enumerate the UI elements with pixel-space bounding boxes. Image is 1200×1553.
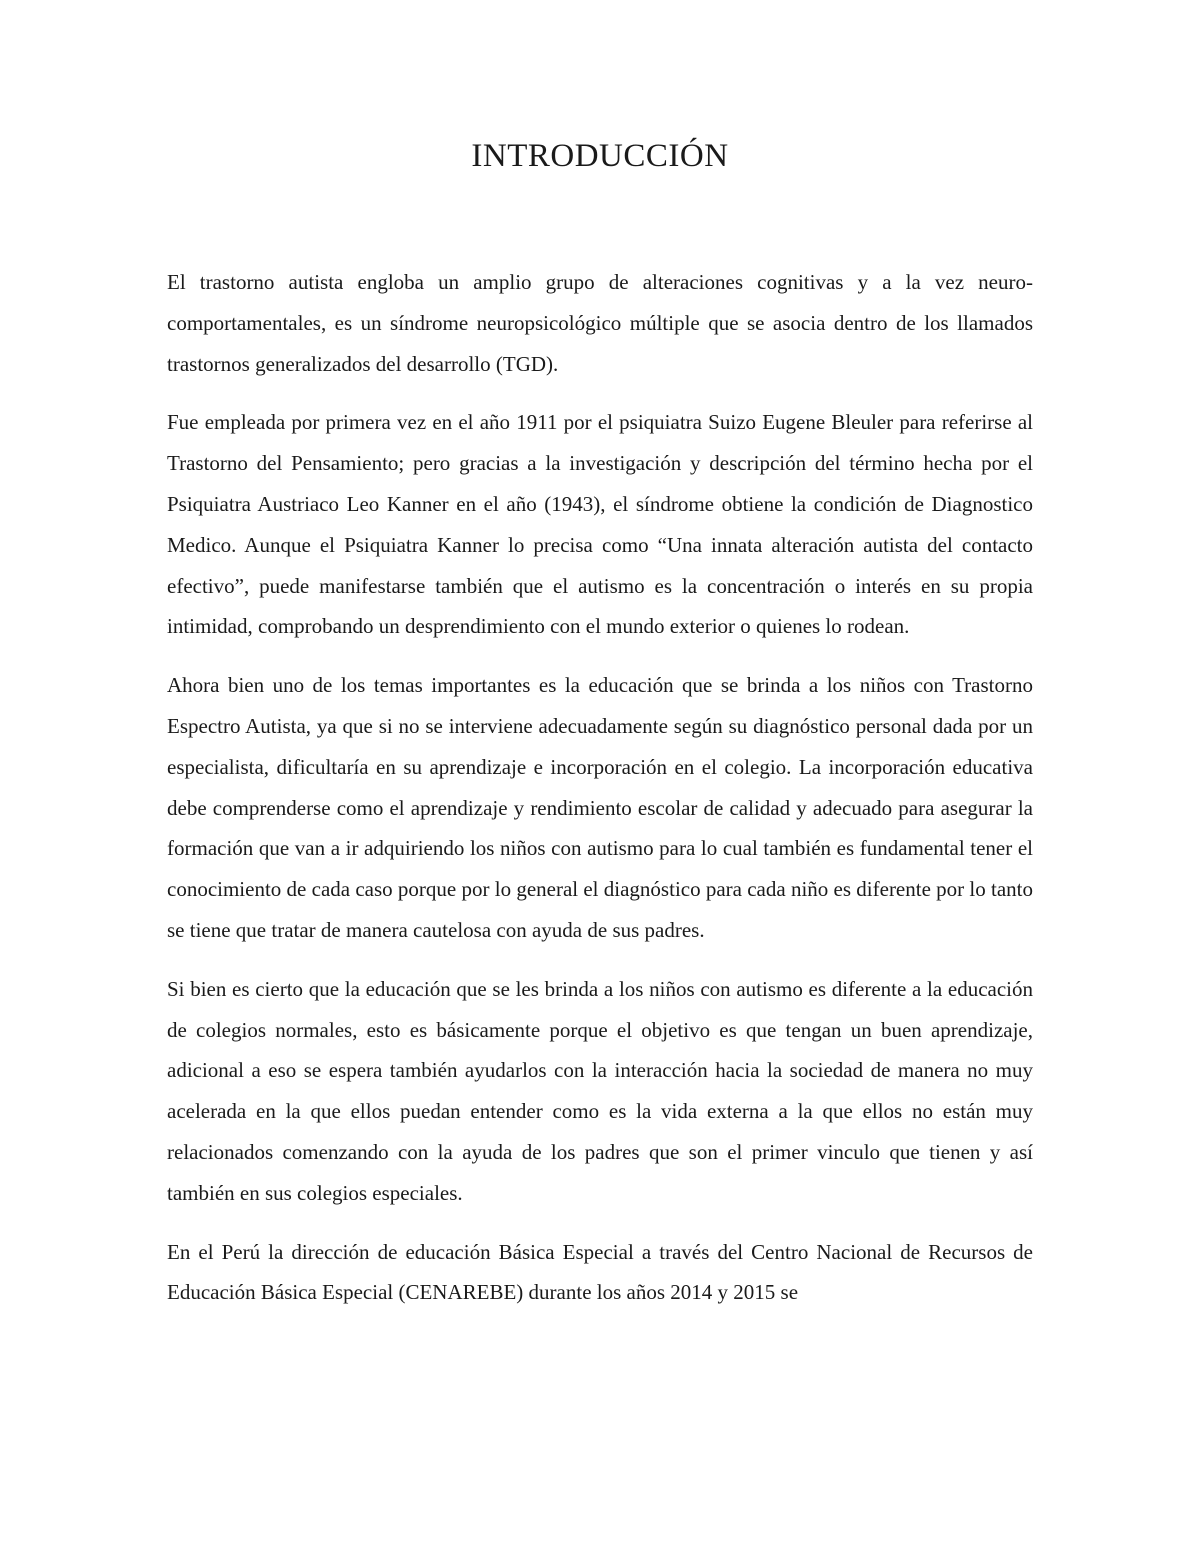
paragraph-1: El trastorno autista engloba un amplio grupo de alteraciones cognitivas y a la vez neuro-comportamentales, es un síndrome neuropsicológico múltiple que se asocia dentro de los llamados trastornos generalizados del desarrollo (TGD). — [167, 270, 1033, 376]
document-title: INTRODUCCIÓN — [471, 138, 729, 174]
document-body — [167, 262, 1033, 1331]
paragraph-4: Si bien es cierto que la educación que se les brinda a los niños con autismo es diferente a la educación de colegios normales, esto es básicamente porque el objetivo es que tengan un buen aprendizaje, adicional a eso se espera también ayudarlos con la interacción hacia la sociedad de manera no muy acelerada en la que ellos puedan entender como es la vida externa a la que ellos no están muy relacionados comenzando con la ayuda de los padres que son el primer vinculo que tienen y así también en sus colegios especiales. — [167, 976, 1033, 1205]
paragraph-5: En el Perú la dirección de educación Básica Especial a través del Centro Nacional de Recursos de Educación Básica Especial (CENAREBE) durante los años 2014 y 2015 se — [167, 1239, 1033, 1305]
paragraph-2: Fue empleada por primera vez en el año 1911 por el psiquiatra Suizo Eugene Bleuler para referirse al Trastorno del Pensamiento; pero gracias a la investigación y descripción del término hecha por el Psiquiatra Austriaco Leo Kanner en el año (1943), el síndrome obtiene la condición de Diagnostico Medico. Aunque el Psiquiatra Kanner lo precisa como “Una innata alteración autista del contacto efectivo”, puede manifestarse también que el autismo es la concentración o interés en su propia intimidad, comprobando un desprendimiento con el mundo exterior o quienes lo rodean. — [167, 410, 1033, 639]
paragraph-3: Ahora bien uno de los temas importantes es la educación que se brinda a los niños con Trastorno Espectro Autista, ya que si no se interviene adecuadamente según su diagnóstico personal dada por un especialista, dificultaría en su aprendizaje e incorporación en el colegio. La incorporación educativa debe comprenderse como el aprendizaje y rendimiento escolar de calidad y adecuado para asegurar la formación que van a ir adquiriendo los niños con autismo para lo cual también es fundamental tener el conocimiento de cada caso porque por lo general el diagnóstico para cada niño es diferente por lo tanto se tiene que tratar de manera cautelosa con ayuda de sus padres. — [167, 673, 1033, 942]
